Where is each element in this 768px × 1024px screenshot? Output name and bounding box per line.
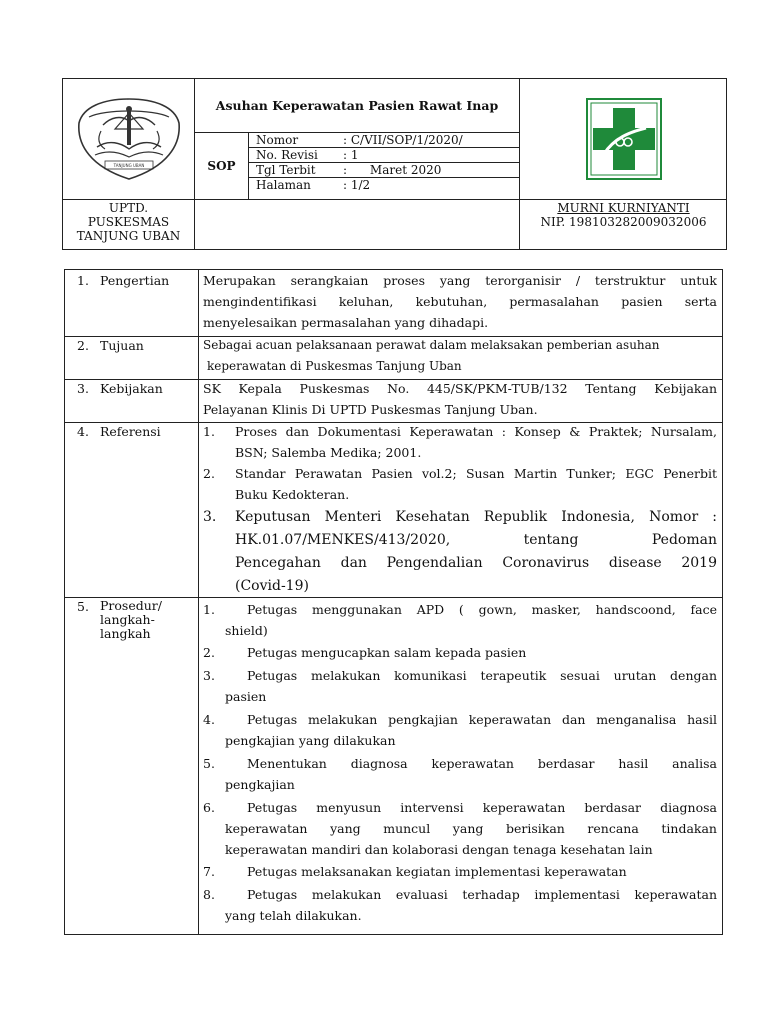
section-number: 5. — [77, 599, 89, 614]
meta-value: : Maret 2020 — [343, 163, 442, 177]
text-line: Merupakan serangkaian proses yang terorganisir / terstruktur untuk — [203, 273, 717, 288]
unit-line: PUSKESMAS — [87, 215, 170, 229]
signer-name: MURNI KURNIYANTI — [557, 201, 690, 215]
health-cross-icon — [586, 98, 662, 180]
text-line: Petugas melakukan komunikasi terapeutik sesuai urutan dengan — [247, 668, 717, 683]
text-line: pengkajian — [225, 777, 295, 792]
text-line: keperawatan di Puskesmas Tanjung Uban — [207, 359, 462, 373]
signer-nip: NIP. 198103282009032006 — [540, 215, 707, 229]
title-line: langkah- — [100, 612, 155, 627]
text-line: Petugas mengucapkan salam kepada pasien — [247, 645, 527, 660]
meta-value: : 1/2 — [343, 178, 371, 192]
regional-logo-cell — [63, 79, 194, 199]
list-number: 2. — [203, 645, 215, 660]
text-line: Petugas melakukan evaluasi terhadap implementasi keperawatan — [247, 887, 717, 902]
health-logo-cell — [520, 79, 727, 199]
text-line: Petugas melaksanakan kegiatan implementasi keperawatan — [247, 864, 627, 879]
list-number: 7. — [203, 864, 215, 879]
list-number: 3. — [203, 509, 217, 525]
section-title: Kebijakan — [100, 381, 163, 396]
unit-line: UPTD. — [108, 201, 149, 215]
text-line: Pencegahan dan Pengendalian Coronavirus disease 2019 — [235, 555, 717, 571]
text-line: yang telah dilakukan. — [225, 908, 362, 923]
section-title: Tujuan — [100, 338, 144, 353]
meta-key: No. Revisi — [256, 148, 318, 162]
list-number: 1. — [203, 424, 215, 439]
text-line: SK Kepala Puskesmas No. 445/SK/PKM-TUB/132 Tentang Kebijakan — [203, 381, 717, 396]
text-line: shield) — [225, 623, 268, 638]
text-line: mengindentifikasi keluhan, kebutuhan, permasalahan pasien serta — [203, 294, 717, 309]
section-kebijakan-text — [203, 378, 717, 420]
text-line: Petugas menyusun intervensi keperawatan berdasar diagnosa — [247, 800, 717, 815]
meta-key: Nomor — [256, 133, 299, 147]
text-line: keperawatan yang muncul yang berisikan rencana tindakan — [225, 821, 717, 836]
sop-header-table — [62, 78, 727, 250]
title-line: langkah — [100, 626, 151, 641]
text-line: Buku Kedokteran. — [235, 487, 350, 502]
text-line: Petugas menggunakan APD ( gown, masker, handscoond, face — [247, 602, 717, 617]
meta-row-tgl-terbit — [249, 163, 519, 178]
list-number: 6. — [203, 800, 215, 815]
signer-block — [520, 200, 727, 250]
list-number: 5. — [203, 756, 215, 771]
text-line: Menentukan diagnosa keperawatan berdasar hasil analisa — [247, 756, 717, 771]
section-number: 4. — [77, 424, 89, 439]
text-line: Petugas melakukan pengkajian keperawatan dan menganalisa hasil — [247, 712, 717, 727]
text-line: Proses dan Dokumentasi Keperawatan : Konsep & Praktek; Nursalam, — [235, 424, 717, 439]
list-number: 4. — [203, 712, 215, 727]
regional-emblem-icon — [75, 95, 183, 183]
sop-content-table — [64, 269, 723, 935]
section-title: Referensi — [100, 424, 161, 439]
text-line: Standar Perawatan Pasien vol.2; Susan Martin Tunker; EGC Penerbit — [235, 466, 717, 481]
text-line: (Covid-19) — [235, 578, 309, 594]
text-line: menyelesaikan permasalahan yang dihadapi. — [203, 315, 489, 330]
section-title — [100, 599, 162, 641]
title-line: Prosedur/ — [100, 598, 162, 613]
section-pengertian-text — [203, 270, 717, 333]
meta-row-halaman — [249, 178, 519, 193]
list-number: 1. — [203, 602, 215, 617]
text-line: BSN; Salemba Medika; 2001. — [235, 445, 422, 460]
section-number: 1. — [77, 273, 89, 288]
unit-line: TANJUNG UBAN — [76, 229, 181, 243]
meta-key: Halaman — [256, 178, 311, 192]
text-line: Pelayanan Klinis Di UPTD Puskesmas Tanjung Uban. — [203, 402, 538, 417]
sop-label: SOP — [207, 158, 236, 173]
meta-value: : 1 — [343, 148, 359, 162]
list-number: 3. — [203, 668, 215, 683]
section-tujuan-text — [203, 335, 717, 377]
text-line: pengkajian yang dilakukan — [225, 733, 396, 748]
unit-name — [63, 200, 194, 250]
list-number: 2. — [203, 466, 215, 481]
text-line: Sebagai acuan pelaksanaan perawat dalam melaksakan pemberian asuhan — [203, 338, 660, 352]
meta-row-revisi — [249, 148, 519, 163]
meta-value: : C/VII/SOP/1/2020/ — [343, 133, 463, 147]
section-number: 2. — [77, 338, 89, 353]
meta-row-nomor — [249, 133, 519, 148]
svg-text:TANJUNG UBAN: TANJUNG UBAN — [113, 163, 144, 168]
text-line: keperawatan mandiri dan kolaborasi dengan tenaga kesehatan lain — [225, 842, 653, 857]
list-number: 8. — [203, 887, 215, 902]
section-title: Pengertian — [100, 273, 170, 288]
meta-key: Tgl Terbit — [256, 163, 316, 177]
document-title: Asuhan Keperawatan Pasien Rawat Inap — [215, 98, 499, 113]
text-line: Keputusan Menteri Kesehatan Republik Indonesia, Nomor : — [235, 509, 717, 525]
section-number: 3. — [77, 381, 89, 396]
text-line: pasien — [225, 689, 267, 704]
text-line: HK.01.07/MENKES/413/2020, tentang Pedoman — [235, 532, 717, 548]
